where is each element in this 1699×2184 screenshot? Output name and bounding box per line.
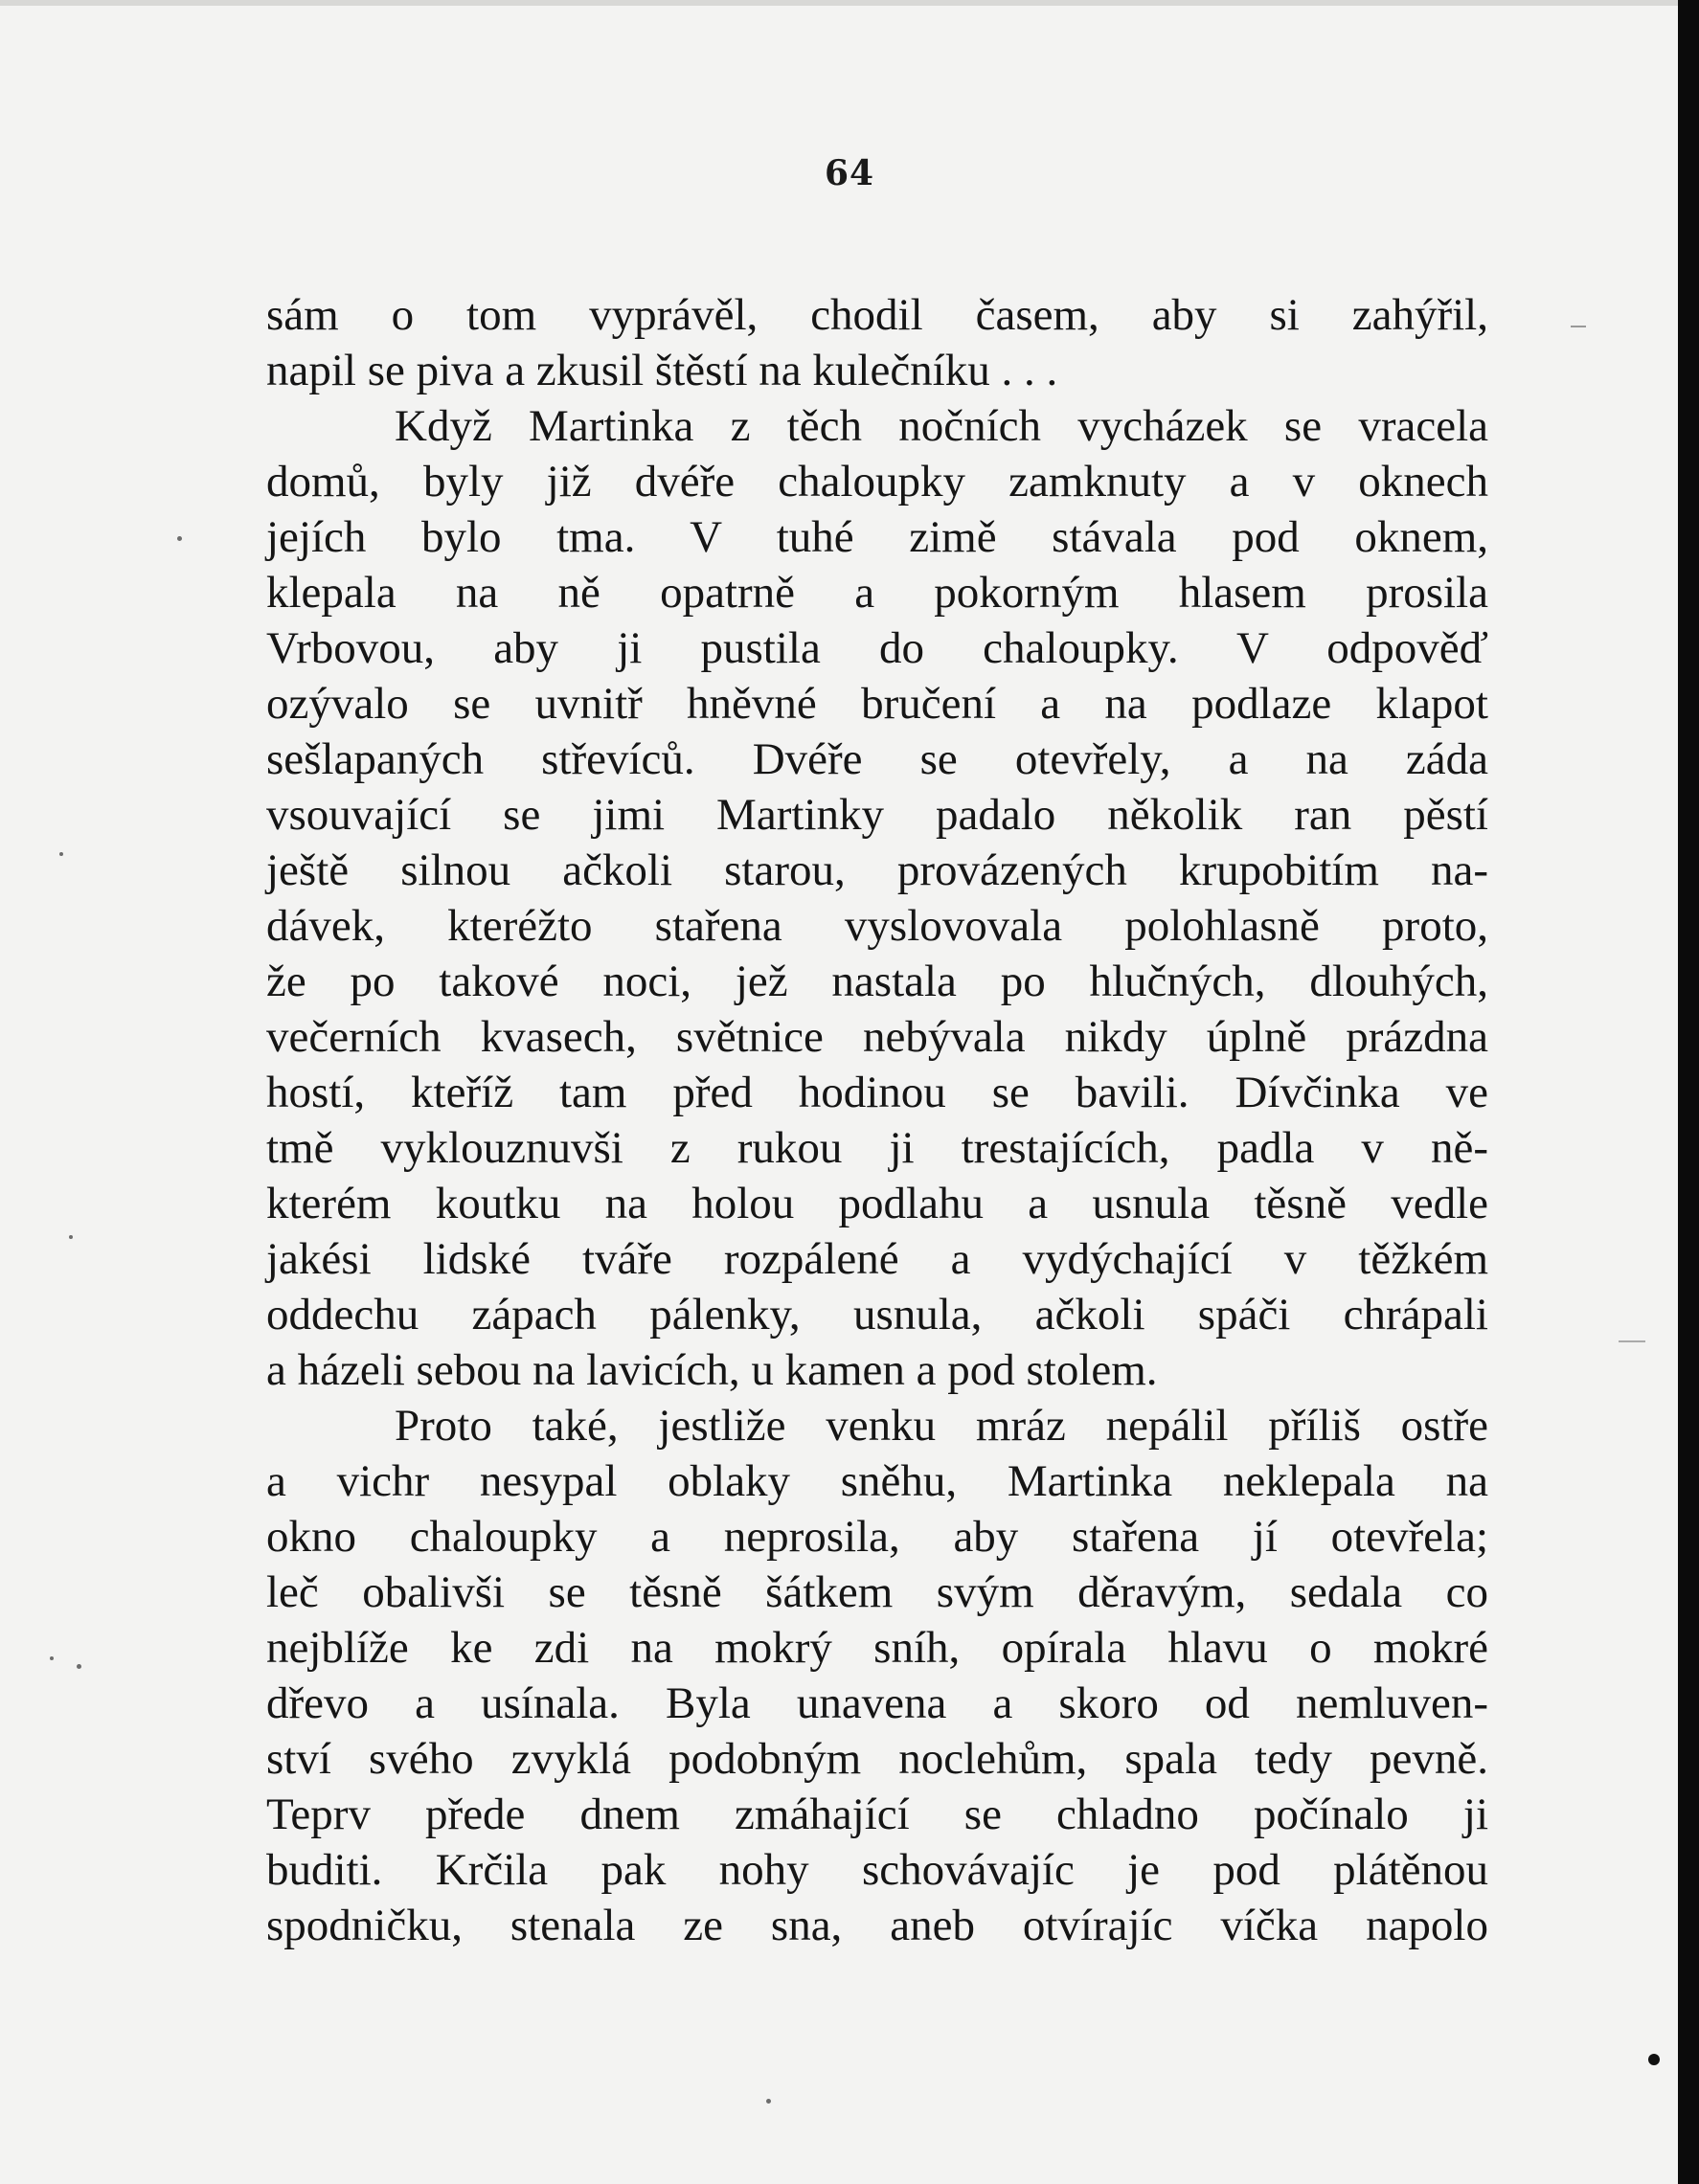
text-line: oddechu zápach pálenky, usnula, ačkoli spáči chrápali xyxy=(266,1290,1488,1340)
text-line: napil se piva a zkusil štěstí na kulečníku . . . xyxy=(266,346,1058,395)
text-line: ozývalo se uvnitř hněvné bručení a na podlaze klapot xyxy=(266,679,1488,729)
text-line: jakési lidské tváře rozpálené a vydýchající v těžkém xyxy=(266,1234,1488,1284)
text-line: ství svého zvyklá podobným noclehům, spala tedy pevně. xyxy=(266,1734,1488,1784)
text-line: jejích bylo tma. V tuhé zimě stávala pod oknem, xyxy=(266,512,1488,562)
text-line: leč obalivši se těsně šátkem svým děravým, sedala co xyxy=(266,1567,1488,1617)
text-line: kterém koutku na holou podlahu a usnula těsně vedle xyxy=(266,1179,1488,1228)
text-line: že po takové noci, jež nastala po hlučných, dlouhých, xyxy=(266,957,1488,1006)
text-line: spodničku, stenala ze sna, aneb otvírajíc víčka napolo xyxy=(266,1901,1488,1950)
text-line: dávek, kteréžto stařena vyslovovala polohlasně proto, xyxy=(266,901,1488,951)
text-line: sám o tom vyprávěl, chodil časem, aby si zahýřil, xyxy=(266,290,1488,340)
scan-edge-right xyxy=(1678,0,1699,2184)
scan-edge-top xyxy=(0,0,1699,6)
scan-speck xyxy=(1571,326,1586,327)
scan-speck xyxy=(69,1235,73,1239)
page-number: 64 xyxy=(824,153,875,193)
scan-speck xyxy=(59,852,63,856)
text-line: dřevo a usínala. Byla unavena a skoro od nemluven- xyxy=(266,1678,1488,1728)
text-line: Proto také, jestliže venku mráz nepálil příliš ostře xyxy=(395,1401,1488,1451)
text-line: Teprv přede dnem zmáhající se chladno počínalo ji xyxy=(266,1790,1488,1839)
scan-speck xyxy=(1619,1340,1645,1342)
scan-speck xyxy=(1648,2054,1660,2065)
text-line: sešlapaných střevíců. Dvéře se otevřely, a na záda xyxy=(266,734,1488,784)
text-line: vsouvající se jimi Martinky padalo několik ran pěstí xyxy=(266,790,1488,840)
text-line: večerních kvasech, světnice nebývala nikdy úplně prázdna xyxy=(266,1012,1488,1062)
text-line: tmě vyklouznuvši z rukou ji trestajících, padla v ně- xyxy=(266,1123,1488,1173)
scan-speck xyxy=(766,2099,771,2104)
text-line: domů, byly již dvéře chaloupky zamknuty a v oknech xyxy=(266,457,1488,507)
text-line: Vrbovou, aby ji pustila do chaloupky. V odpověď xyxy=(266,623,1488,673)
scan-speck xyxy=(50,1656,54,1660)
text-line: klepala na ně opatrně a pokorným hlasem prosila xyxy=(266,568,1488,618)
text-line: Když Martinka z těch nočních vycházek se vracela xyxy=(395,401,1488,451)
text-line: ještě silnou ačkoli starou, provázených krupobitím na- xyxy=(266,845,1488,895)
text-line: nejblíže ke zdi na mokrý sníh, opírala hlavu o mokré xyxy=(266,1623,1488,1673)
body-text xyxy=(266,287,1488,1953)
text-line: hostí, kteříž tam před hodinou se bavili. Dívčinka ve xyxy=(266,1068,1488,1117)
scan-speck xyxy=(77,1664,81,1669)
text-line: buditi. Krčila pak nohy schovávajíc je pod plátěnou xyxy=(266,1845,1488,1895)
text-line: a házeli sebou na lavicích, u kamen a pod stolem. xyxy=(266,1345,1158,1395)
text-line: a vichr nesypal oblaky sněhu, Martinka neklepala na xyxy=(266,1456,1488,1506)
text-line: okno chaloupky a neprosila, aby stařena jí otevřela; xyxy=(266,1512,1488,1562)
scan-speck xyxy=(177,536,182,541)
